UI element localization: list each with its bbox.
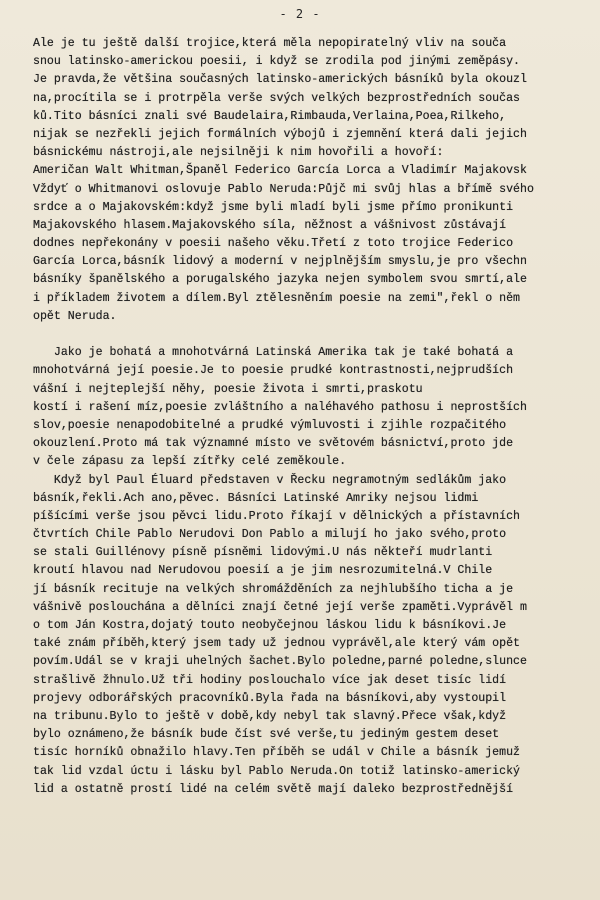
text-line: ků.Tito básníci znali své Baudelaira,Rimbauda,Verlaina,Poea,Rilkeho, [33,109,507,123]
text-line: kostí i rašení míz,poesie zvláštního a naléhavého pathosu i neprostších [33,400,527,414]
text-line: kroutí hlavou nad Nerudovou poesií a je jim nesrozumitelná.V Chile [33,564,493,578]
text-line: opět Neruda. [33,309,117,323]
text-line: tisíc horníků obnažilo hlavy.Ten příběh se udál v Chile a básník jemuž [33,746,521,760]
text-line: také znám příběh,který jsem tady už jednou vyprávěl,ale který vám opět [33,637,521,651]
text-line: povím.Udál se v kraji uhelných šachet.Bylo poledne,parné poledne,slunce [33,655,527,669]
text-line: čtvrtích Chile Pablo Nerudovi Don Pablo a milují ho jako svého,proto [33,528,507,542]
text-line: nijak se nezřekli jejich formálních výbojů i zjemnění která dali jejich [33,127,527,141]
text-line: Ale je tu ještě další trojice,která měla nepopiratelný vliv na souča [33,37,507,50]
text-line: snou latinsko-americkou poesii, i když se zrodila pod jinými zeměpásy. [33,55,521,69]
text-line: srdce a o Majakovském:když jsme byli mladí byli jsme přímo pronikunti [33,200,514,214]
text-line: na,procítila se i protrpěla verše svých velkých bezprostředních součas [33,91,521,105]
text-line: slov,poesie nenapodobitelné a prudké výmluvosti i zjihle rozpačitého [33,418,507,432]
text-line: se stali Guillénovy písně písněmi lidovými.U nás někteří mudrlanti [33,546,493,560]
text-line: vášní i nejteplejší něhy, poesie života i smrti,praskotu [33,382,423,396]
text-line: básník,řekli.Ach ano,pěvec. Básníci Latinské Amriky nejsou lidmi [33,491,479,505]
text-line: Američan Walt Whitman,Španěl Federico García Lorca a Vladimír Majakovsk [33,164,527,178]
text-line: básnickému nástroji,ale nejsilněji k nim hovořili a hovoří: [33,146,444,160]
text-line: na tribunu.Bylo to ještě v době,kdy nebyl tak slavný.Přece však,když [33,709,507,723]
text-line: Je pravda,že většina současných latinsko-amerických básníků byla okouzl [33,73,527,87]
text-line: Majakovského hlasem.Majakovského síla, něžnost a vášnivost zůstávají [33,218,507,232]
text-line: píšícími verše jsou pěvci lidu.Proto říkají v dělnických a přístavních [33,509,521,523]
text-line: i příkladem životem a dílem.Byl ztělesněním poesie na zemi",řekl o něm [33,291,521,305]
text-line: básníky španělského a porugalského jazyka nejen symbolem svou smrtí,ale [33,273,527,287]
text-line: lid a ostatně prostí lidé na celém světě mají daleko bezprostřednější [33,782,514,796]
body-text [33,35,600,799]
text-line: dodnes nepřekonány v poesii našeho věku.Třetí z toto trojice Federico [33,237,514,251]
text-line: o tom Ján Kostra,dojatý touto neobyčejnou láskou lidu k básníkovi.Je [33,619,507,632]
text-line: projevy odborářských pracovníků.Byla řada na básníkovi,aby vystoupil [33,691,507,705]
text-line: vášnivě poslouchána a dělníci znají četné její verše zpaměti.Vyprávěl m [33,600,527,614]
text-line: Vždyť o Whitmanovi oslovuje Pablo Neruda:Půjč mi svůj hlas a břímě svého [33,182,534,196]
text-line: García Lorca,básník lidový a moderní v nejplnějším smyslu,je pro všechn [33,255,527,269]
text-line: okouzlení.Proto má tak významné místo ve světovém básnictví,proto jde [33,437,514,451]
text-line: Jako je bohatá a mnohotvárná Latinská Amerika tak je také bohatá a [33,346,514,360]
text-line: jí básník recituje na velkých shromážděních za nejhlubšího ticha a je [33,582,514,596]
text-line: tak lid vzdal úctu i lásku byl Pablo Neruda.On totiž latinsko-americký [33,764,521,778]
text-line [33,326,600,344]
text-line: bylo oznámeno,že básník bude číst své verše,tu jediným gestem deset [33,728,500,742]
text-line: mnohotvárná její poesie.Je to poesie prudké kontrastnosti,nejprudších [33,364,514,378]
text-line: Když byl Paul Éluard představen v Řecku negramotným sedlákům jako [33,473,507,487]
text-line: v čele zápasu za lepší zítřky celé zeměkoule. [33,455,347,469]
text-line: strašlivě žhnulo.Už tři hodiny poslouchalo více jak deset tisíc lidí [33,673,507,687]
page-number: - 2 - [279,7,321,21]
